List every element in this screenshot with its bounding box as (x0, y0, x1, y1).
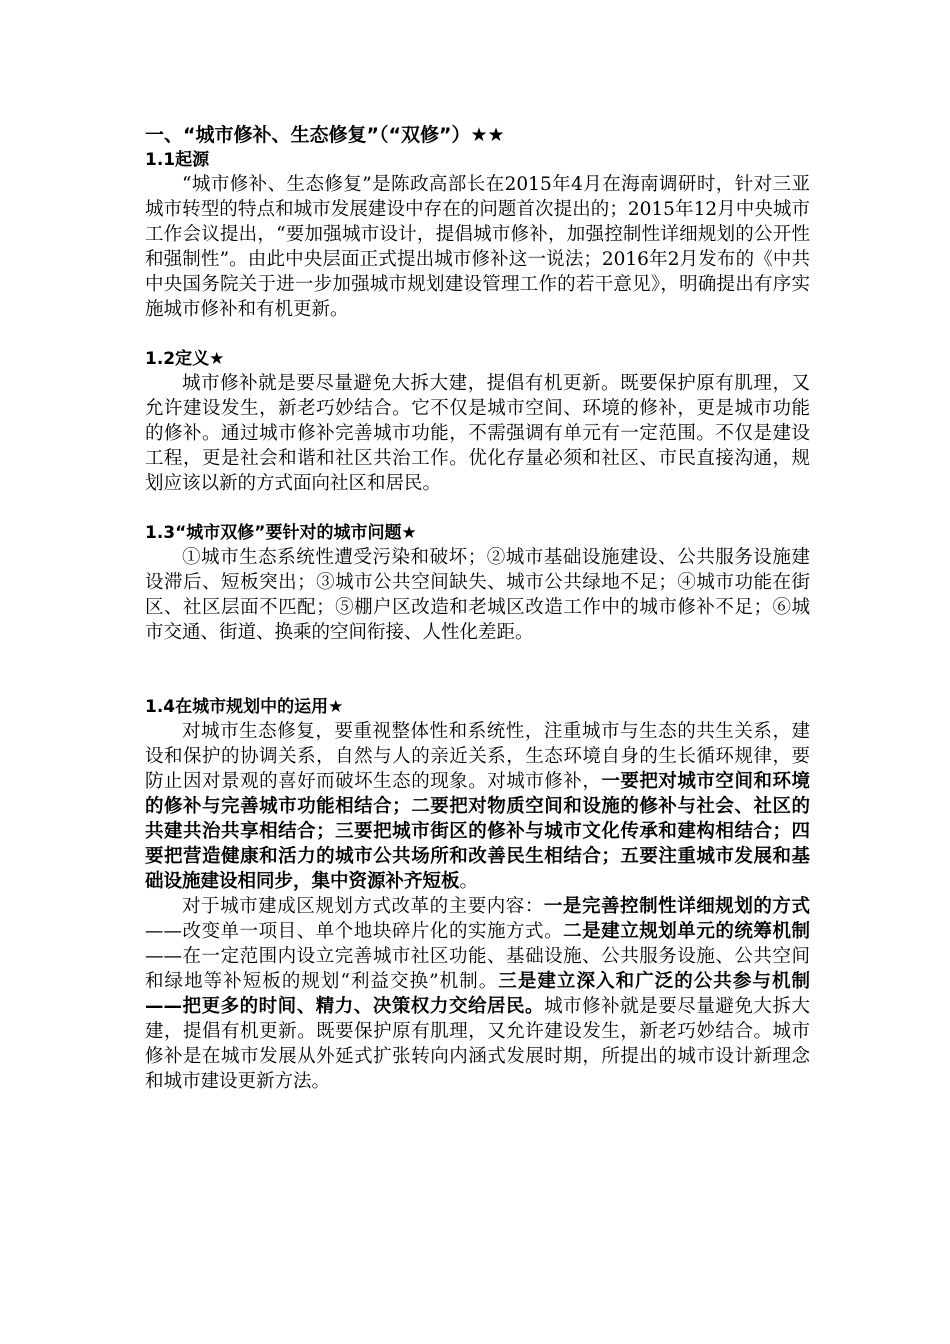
bold-text-run: 一是完善控制性详细规划的方式 (543, 896, 810, 917)
paragraph-application-1 (145, 719, 810, 894)
section-heading-origin: 1.1起源 (145, 150, 210, 170)
bold-text-run: 三是建立深入和广泛的公共参与机制——把更多的时间、精力、决策权力交给居民。 (145, 971, 810, 1017)
document-title: 一、“城市修补、生态修复”（“双修”）★★ (145, 124, 505, 146)
text-run: ——改变单一项目、单个地块碎片化的实施方式。 (145, 921, 564, 942)
paragraph-application-2 (145, 894, 810, 1094)
spacer (145, 645, 810, 695)
bold-text-run: 一要把对城市空间和环境的修补与完善城市功能相结合；二要把对物质空间和设施的修补与社会、社区的共建共治共享相结合；三要把城市街区的修补与城市文化传承和建构相结合；四要把营造健康和活力的城市公共场所和改善民生相结合；五要注重城市发展和基础设施建设相同步，集中资源补齐短板 (145, 771, 810, 892)
paragraph-definition: 城市修补就是要尽量避免大拆大建，提倡有机更新。既要保护原有肌理，又允许建设发生，新老巧妙结合。它不仅是城市空间、环境的修补，更是城市功能的修补。通过城市修补完善城市功能，不需强调有单元有一定范围。不仅是建设工程，更是社会和谐和社区共治工作。优化存量必须和社区、市民直接沟通，规划应该以新的方式面向社区和居民。 (145, 373, 810, 494)
section-heading-application: 1.4在城市规划中的运用★ (145, 697, 344, 717)
spacer (145, 322, 810, 347)
paragraph-problems: ①城市生态系统性遭受污染和破坏；②城市基础设施建设、公共服务设施建设滞后、短板突出；③城市公共空间缺失、城市公共绿地不足；④城市功能在街区、社区层面不匹配；⑤棚户区改造和老城区改造工作中的城市修补不足；⑥城市交通、街道、换乘的空间衔接、人性化差距。 (145, 547, 810, 643)
text-run: 对城市生态修复，要重视整体性和系统性，注重城市与生态的共生关系，建设和保护的协调关系，自然与人的亲近关系，生态环境自身的生长循环规律，要防止因对景观的喜好而破坏生态的现象。对城市修补， (145, 721, 810, 792)
document-page (145, 122, 810, 1094)
spacer (145, 496, 810, 521)
section-heading-definition: 1.2定义★ (145, 349, 225, 369)
text-run: ——在一定范围内设立完善城市社区功能、基础设施、公共服务设施、公共空间和绿地等补短板的规划“利益交换”机制。 (145, 946, 810, 992)
section-heading-problems: 1.3“城市双修”要针对的城市问题★ (145, 523, 417, 543)
text-run: 对于城市建成区规划方式改革的主要内容： (182, 896, 544, 917)
text-run: 城市修补就是要尽量避免大拆大建，提倡有机更新。既要保护原有肌理，又允许建设发生，新老巧妙结合。城市修补是在城市发展从外延式扩张转向内涵式发展时期，所提出的城市设计新理念和城市建设更新方法。 (145, 996, 810, 1092)
bold-text-run: 二是建立规划单元的统筹机制 (563, 921, 810, 942)
text-run: 。 (459, 871, 479, 892)
paragraph-origin: “城市修补、生态修复”是陈政高部长在2015年4月在海南调研时，针对三亚城市转型的特点和城市发展建设中存在的问题首次提出的；2015年12月中央城市工作会议提出，“要加强城市设计，提倡城市修补，加强控制性详细规划的公开性和强制性”。由此中央层面正式提出城市修补这一说法；2016年2月发布的《中共中央国务院关于进一步加强城市规划建设管理工作的若干意见》，明确提出有序实施城市修补和有机更新。 (145, 174, 810, 320)
